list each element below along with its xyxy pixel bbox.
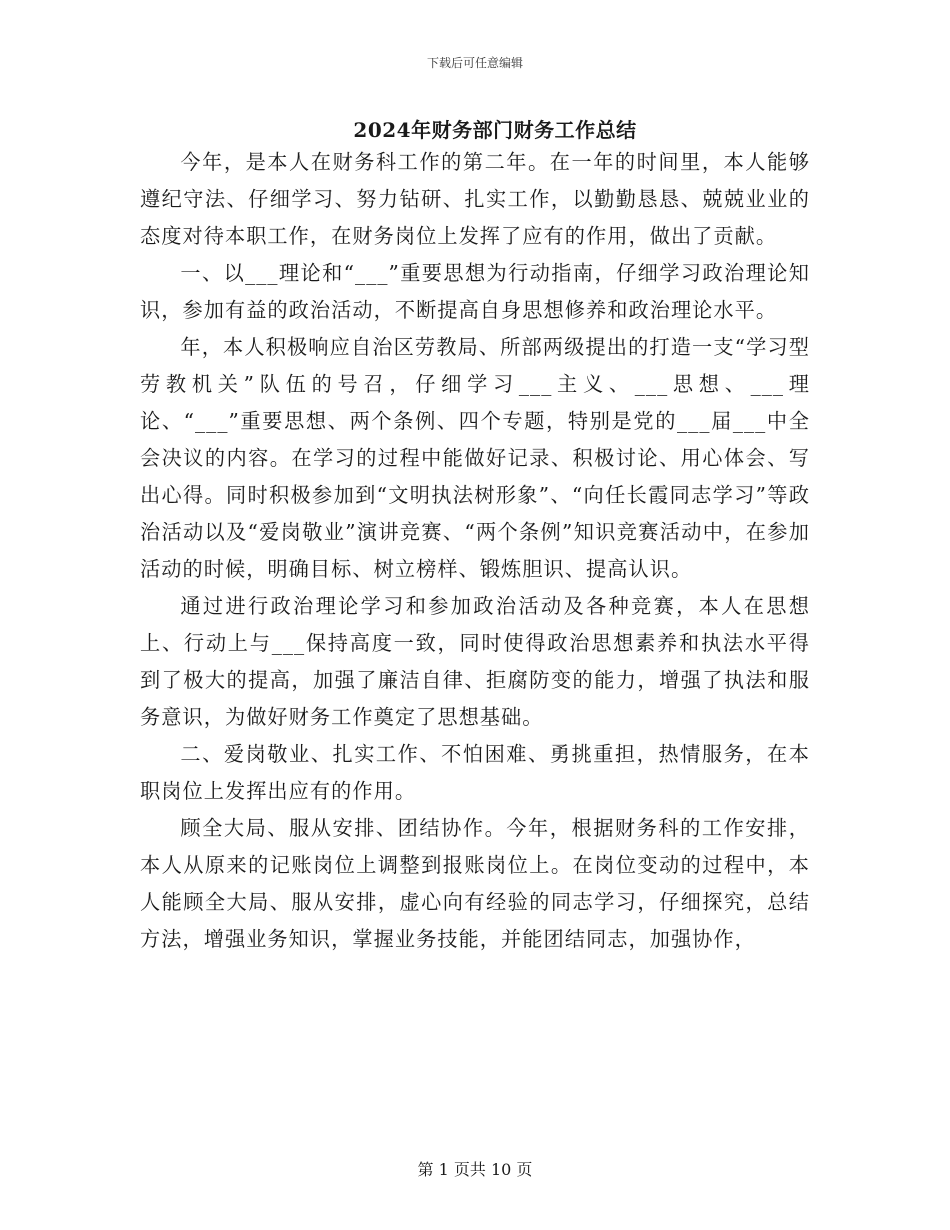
paragraph-result: 通过进行政治理论学习和参加政治活动及各种竞赛，本人在思想上、行动上与___保持高度一致，同时使得政治思想素养和执法水平得到了极大的提高，加强了廉洁自律、拒腐防变的能力，增强了执法和服务意识，为做好财务工作奠定了思想基础。: [140, 594, 810, 729]
document-title: 2024年财务部门财务工作总结: [353, 118, 637, 142]
page-number: 第 1 页共 10 页: [417, 1160, 533, 1179]
header-note: 下载后可任意编辑: [426, 56, 523, 70]
document-body: [140, 144, 810, 958]
paragraph-teamwork: 顾全大局、服从安排、团结协作。今年，根据财务科的工作安排，本人从原来的记账岗位上调整到报账岗位上。在岗位变动的过程中，本人能顾全大局、服从安排，虚心向有经验的同志学习，仔细探究，总结方法，增强业务知识，掌握业务技能，并能团结同志，加强协作，: [140, 816, 810, 951]
paragraph-study: 年，本人积极响应自治区劳教局、所部两级提出的打造一支“学习型劳教机关”队伍的号召，仔细学习___主义、___思想、___理论、“___”重要思想、两个条例、四个专题，特别是党的___届___中全会决议的内容。在学习的过程中能做好记录、积极讨论、用心体会、写出心得。同时积极参加到“文明执法树形象”、“向任长霞同志学习”等政治活动以及“爱岗敬业”演讲竞赛、“两个条例”知识竞赛活动中，在参加活动的时候，明确目标、树立榜样、锻炼胆识、提高认识。: [140, 335, 810, 581]
paragraph-section-two-heading: 二、爱岗敬业、扎实工作、不怕困难、勇挑重担，热情服务，在本职岗位上发挥出应有的作用。: [140, 742, 810, 803]
paragraph-intro: 今年，是本人在财务科工作的第二年。在一年的时间里，本人能够遵纪守法、仔细学习、努力钻研、扎实工作，以勤勤恳恳、兢兢业业的态度对待本职工作，在财务岗位上发挥了应有的作用，做出了贡献。: [140, 150, 810, 248]
paragraph-section-one-heading: 一、以___理论和“___”重要思想为行动指南，仔细学习政治理论知识，参加有益的政治活动，不断提高自身思想修养和政治理论水平。: [140, 261, 810, 322]
